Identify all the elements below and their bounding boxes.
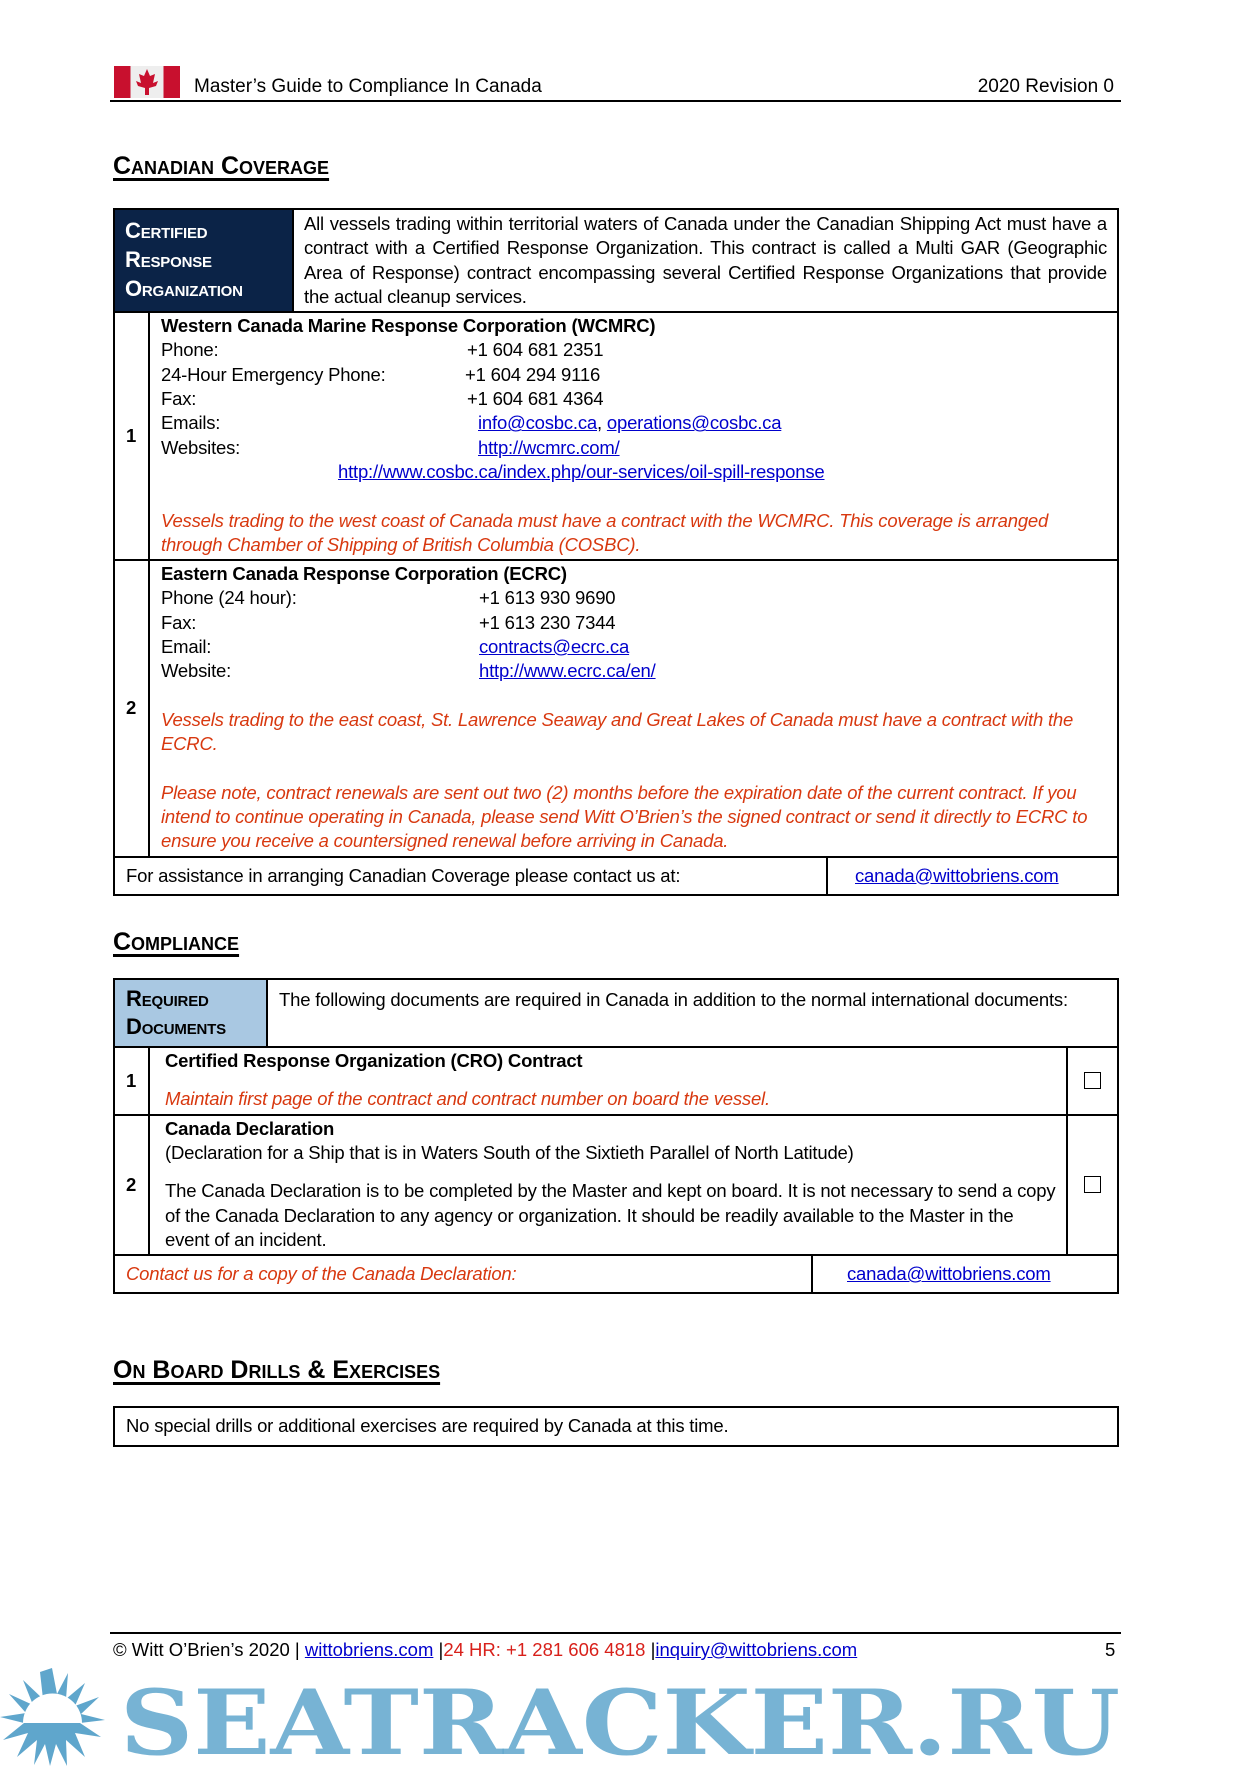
email-link[interactable]: contracts@ecrc.ca: [479, 636, 630, 658]
required-documents-text: The following documents are required in Canada in addition to the normal international documents:: [279, 989, 1068, 1011]
websites-label: Websites:: [161, 436, 241, 458]
item-title: Certified Response Organization (CRO) Contract: [165, 1050, 583, 1072]
document-title: Master’s Guide to Compliance In Canada: [194, 76, 542, 97]
watermark-logo: [0, 1666, 1241, 1766]
website-link[interactable]: wittobriens.com: [304, 1639, 434, 1660]
emergency-phone-label: 24-Hour Emergency Phone:: [161, 363, 386, 385]
cro-header-label: [115, 210, 294, 311]
compliance-table: [113, 978, 1119, 1294]
row-number: 2: [115, 561, 150, 856]
canada-flag-icon: [114, 66, 180, 98]
header-divider: [110, 100, 1121, 102]
item-body: The Canada Declaration is to be completed by the Master and kept on board. It is not necessary to send a copy of the Canada Declaration to any agency or organization. It should be readily available to the Master in the event of an incident.: [165, 1180, 1056, 1250]
label-line: Certified: [125, 218, 208, 243]
separator: |: [438, 1639, 444, 1660]
fax-value: +1 613 230 7344: [479, 611, 616, 633]
wcmrc-details: [150, 313, 1117, 559]
section-title-compliance: Compliance: [113, 928, 240, 957]
cro-contract-row: [115, 1046, 1117, 1114]
phone-value: +1 613 930 9690: [479, 587, 616, 609]
renewal-note: Please note, contract renewals are sent out two (2) months before the expiration date of the current contract. If you intend to continue operating in Canada, please send Witt O’Brien’s the signed contract or send it directly to ECRC to ensure you receive a countersigned renewal before arriving in Canada.: [161, 781, 1088, 852]
page-footer: [113, 1639, 857, 1661]
copyright: © Witt O’Brien’s 2020 |: [113, 1639, 300, 1660]
wcmrc-note: Vessels trading to the west coast of Canada must have a contract with the WCMRC. This coverage is arranged through Chamber of Shipping of British Columbia (COSBC).: [161, 509, 1049, 555]
item-title: Canada Declaration: [165, 1117, 335, 1139]
watermark-text: SEATRACKER.RU: [120, 1670, 1120, 1766]
canada-email-link[interactable]: canada@wittobriens.com: [847, 1263, 1051, 1285]
section-title-drills: On Board Drills & Exercises: [113, 1356, 441, 1385]
emails-label: Emails:: [161, 412, 221, 434]
email-label: Email:: [161, 636, 212, 658]
canada-email-link[interactable]: canada@wittobriens.com: [855, 864, 1059, 886]
ecrc-details: [150, 561, 1117, 856]
fax-label: Fax:: [161, 611, 197, 633]
cro-header-text: All vessels trading within territorial waters of Canada under the Canadian Shipping Act must have a contract with a Certified Response Organization. This contract is called a Multi GAR (Geographic Area of Response) contract encompassing several Certified Response Organizations that provide the actual cleanup services.: [304, 213, 1107, 307]
compliance-footer-row: [115, 1254, 1117, 1292]
ecrc-note: Vessels trading to the east coast, St. Lawrence Seaway and Great Lakes of Canada must have a contract with the ECRC.: [161, 708, 1074, 755]
phone-value: +1 604 681 2351: [467, 339, 604, 361]
footer-divider: [110, 1632, 1121, 1634]
label-line: Organization: [125, 276, 243, 301]
canada-declaration-row: [115, 1114, 1117, 1254]
website-link[interactable]: http://www.cosbc.ca/index.php/our-services/oil-spill-response: [338, 460, 825, 482]
label-line: Documents: [126, 1014, 226, 1040]
cro-contract-checkbox[interactable]: [1084, 1072, 1101, 1089]
org-name: Eastern Canada Response Corporation (ECRC): [161, 563, 567, 585]
coverage-table: [113, 208, 1119, 896]
phone-label: Phone:: [161, 339, 219, 361]
website-link[interactable]: http://wcmrc.com/: [478, 436, 620, 458]
cro-header-row: [115, 210, 1117, 311]
ecrc-row: [115, 559, 1117, 856]
cro-contract-item: [150, 1048, 1066, 1114]
assistance-text: For assistance in arranging Canadian Coverage please contact us at:: [115, 858, 828, 894]
required-documents-label: [115, 980, 268, 1046]
hotline: 24 HR: +1 281 606 4818: [443, 1639, 646, 1660]
row-number: 2: [115, 1116, 150, 1254]
fax-label: Fax:: [161, 388, 197, 410]
drills-box: [113, 1406, 1119, 1446]
item-subtitle: (Declaration for a Ship that is in Waters South of the Sixtieth Parallel of North Latitude): [165, 1141, 854, 1163]
email-link[interactable]: info@cosbc.ca: [478, 412, 598, 434]
label-line: Required: [126, 986, 209, 1012]
drills-text: No special drills or additional exercises are required by Canada at this time.: [126, 1415, 729, 1437]
org-name: Western Canada Marine Response Corporation (WCMRC): [161, 315, 656, 337]
wcmrc-row: [115, 311, 1117, 559]
declaration-contact-text: Contact us for a copy of the Canada Declaration:: [115, 1256, 813, 1292]
inquiry-email-link[interactable]: inquiry@wittobriens.com: [655, 1639, 858, 1660]
item-note: Maintain first page of the contract and contract number on board the vessel.: [165, 1088, 770, 1110]
row-number: 1: [115, 1048, 150, 1114]
section-title-canadian-coverage: Canadian Coverage: [113, 152, 330, 180]
canada-declaration-item: [150, 1116, 1066, 1254]
email-link[interactable]: operations@cosbc.ca: [606, 412, 782, 434]
page-body: [113, 150, 1119, 1447]
website-label: Website:: [161, 660, 232, 682]
document-revision: 2020 Revision 0: [977, 76, 1114, 97]
label-line: Response: [125, 247, 212, 272]
separator: |: [650, 1639, 656, 1660]
coverage-footer-row: [115, 856, 1117, 894]
phone-label: Phone (24 hour):: [161, 587, 297, 609]
emergency-phone-value: +1 604 294 9116: [465, 363, 601, 385]
separator: ,: [597, 412, 607, 434]
page-number: 5: [1105, 1639, 1116, 1660]
row-number: 1: [115, 313, 150, 559]
canada-declaration-checkbox[interactable]: [1084, 1176, 1101, 1193]
fax-value: +1 604 681 4364: [467, 388, 604, 410]
website-link[interactable]: http://www.ecrc.ca/en/: [479, 660, 656, 682]
required-documents-header-row: [115, 980, 1117, 1046]
